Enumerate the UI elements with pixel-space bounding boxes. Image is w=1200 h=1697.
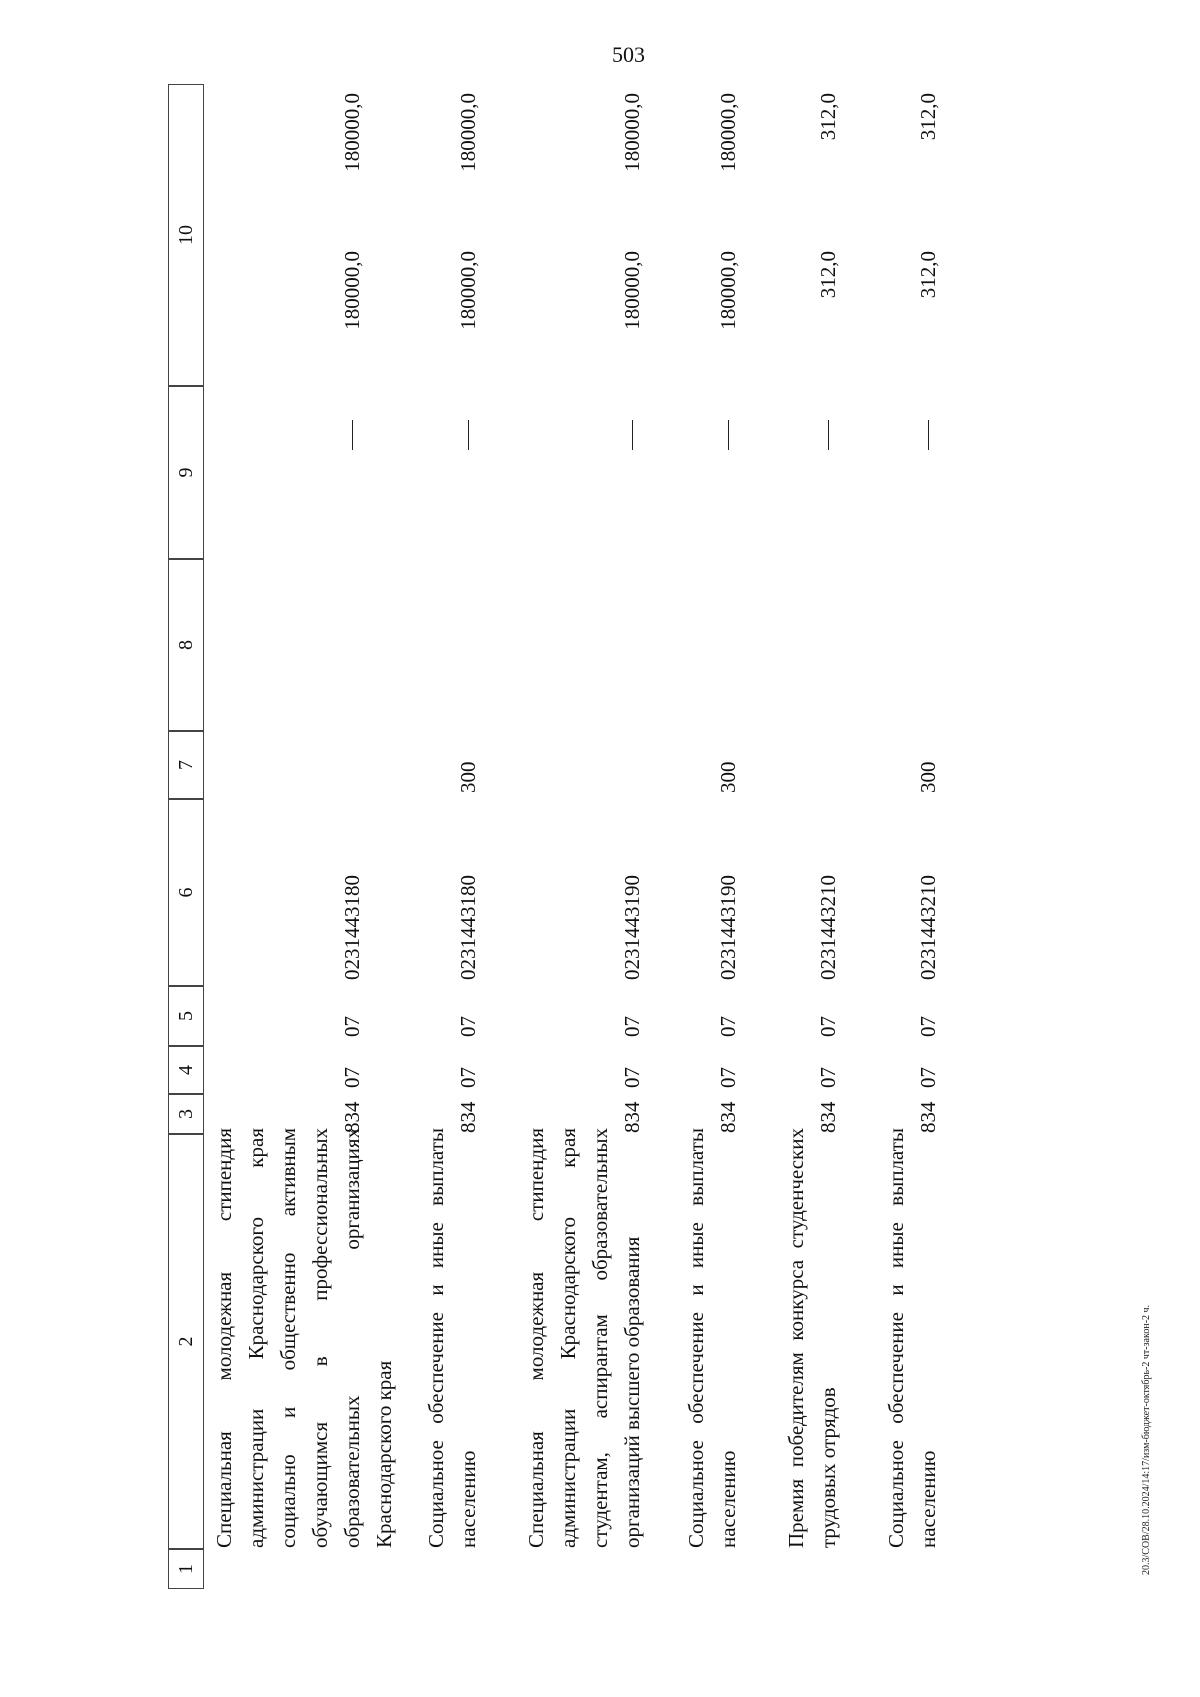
cell-col3: 834 — [816, 1101, 840, 1133]
header-col-4: 4 — [168, 1046, 204, 1094]
cell-col5: 07 — [816, 1016, 840, 1037]
cell-col5: 07 — [456, 1016, 480, 1037]
cell-col5: 07 — [340, 1016, 364, 1037]
cell-col10: 180000,0 — [716, 93, 740, 172]
cell-col10: 180000,0 — [340, 93, 364, 172]
cell-col8 — [632, 420, 633, 450]
cell-col3: 834 — [340, 1101, 364, 1133]
cell-col3: 834 — [716, 1101, 740, 1133]
cell-col7: 300 — [456, 761, 480, 793]
cell-col5: 07 — [916, 1016, 940, 1037]
cell-col3: 834 — [916, 1101, 940, 1133]
cell-col8 — [352, 420, 353, 450]
cell-col3: 834 — [620, 1101, 644, 1133]
cell-col4: 07 — [620, 1067, 644, 1088]
cell-col9: 312,0 — [816, 251, 840, 299]
row-description: Социальное обеспечение и иные выплаты населению — [684, 1128, 740, 1548]
cell-col10: 312,0 — [916, 93, 940, 141]
header-col-5: 5 — [168, 986, 204, 1046]
header-col-10: 10 — [168, 84, 204, 386]
cell-col6: 0231443180 — [456, 875, 480, 980]
budget-table — [168, 83, 1068, 1588]
cell-col7: 300 — [916, 761, 940, 793]
cell-col6: 0231443210 — [916, 875, 940, 980]
cell-col10: 180000,0 — [456, 93, 480, 172]
row-description: Специальная молодежная стипендия администрации Краснодарского края социально и общественно активным обучающимся в профессиональных образовательных организациях Краснодарского края — [212, 1128, 396, 1548]
cell-col9: 180000,0 — [456, 251, 480, 330]
cell-col3: 834 — [456, 1101, 480, 1133]
page-number: 503 — [612, 42, 645, 67]
cell-col6: 0231443190 — [716, 875, 740, 980]
cell-col4: 07 — [340, 1067, 364, 1088]
cell-col8 — [728, 420, 729, 450]
cell-col7: 300 — [716, 761, 740, 793]
cell-col6: 0231443190 — [620, 875, 644, 980]
header-col-6: 6 — [168, 799, 204, 986]
header-col-1: 1 — [168, 1549, 204, 1589]
cell-col9: 180000,0 — [620, 251, 644, 330]
cell-col4: 07 — [456, 1067, 480, 1088]
cell-col4: 07 — [916, 1067, 940, 1088]
row-description: Социальное обеспечение и иные выплаты населению — [424, 1128, 480, 1548]
cell-col6: 0231443210 — [816, 875, 840, 980]
row-description: Социальное обеспечение и иные выплаты населению — [884, 1128, 940, 1548]
header-col-3: 3 — [168, 1094, 204, 1134]
cell-col4: 07 — [716, 1067, 740, 1088]
header-col-2: 2 — [168, 1134, 204, 1549]
row-description: Премия победителям конкурса студенческих трудовых отрядов — [784, 1128, 840, 1548]
cell-col8 — [928, 420, 929, 450]
cell-col9: 180000,0 — [716, 251, 740, 330]
cell-col10: 180000,0 — [620, 93, 644, 172]
header-col-9: 9 — [168, 386, 204, 559]
document-footer-code: 20.3/СОВ/28.10.2024/14:17/изм-бюджет-октябрь-2 чт-закон-2 ч. — [1141, 1304, 1152, 1575]
cell-col8 — [828, 420, 829, 450]
cell-col8 — [468, 420, 469, 450]
header-col-7: 7 — [168, 731, 204, 799]
cell-col5: 07 — [716, 1016, 740, 1037]
cell-col10: 312,0 — [816, 93, 840, 141]
cell-col6: 0231443180 — [340, 875, 364, 980]
cell-col4: 07 — [816, 1067, 840, 1088]
cell-col5: 07 — [620, 1016, 644, 1037]
cell-col9: 312,0 — [916, 251, 940, 299]
header-col-8: 8 — [168, 559, 204, 731]
cell-col9: 180000,0 — [340, 251, 364, 330]
row-description: Специальная молодежная стипендия администрации Краснодарского края студентам, аспирантам образовательных организаций высшего образования — [524, 1128, 644, 1548]
